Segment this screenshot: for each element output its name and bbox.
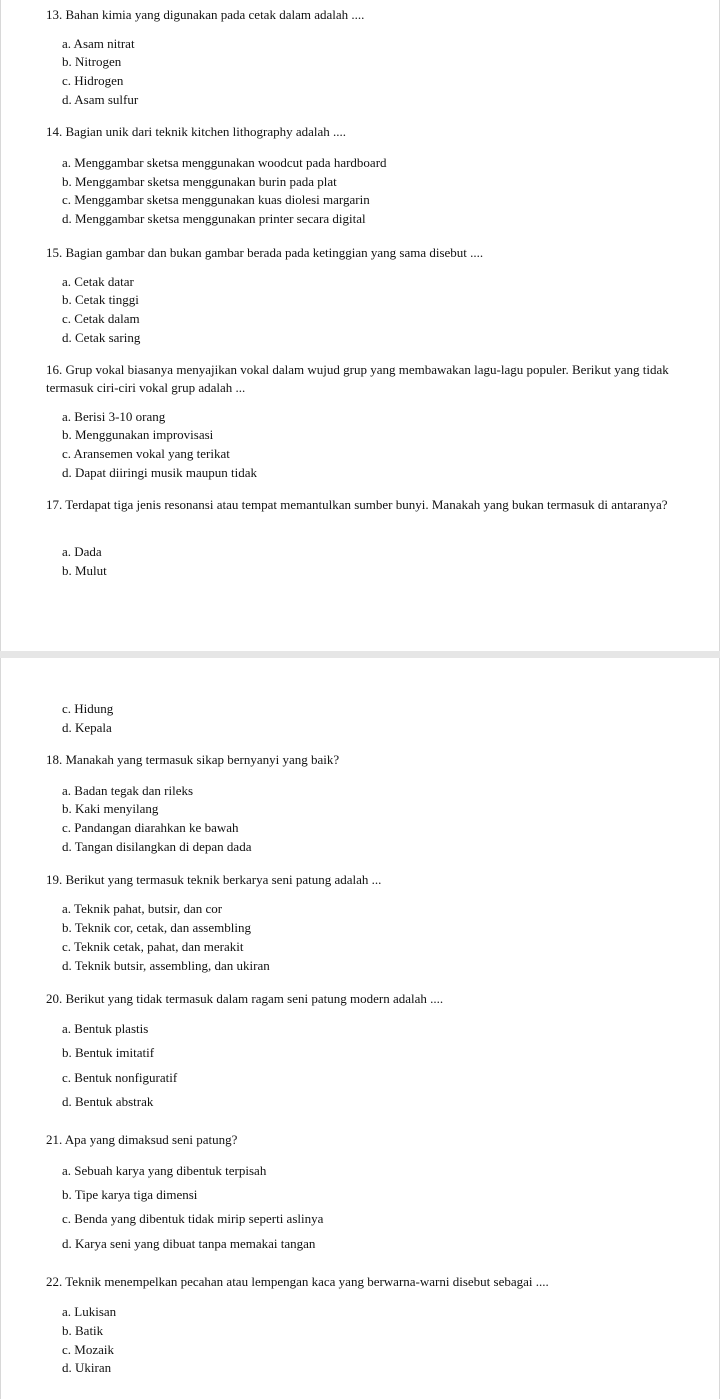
q22-option-b: b. Batik — [62, 1323, 104, 1338]
q13-option-d: d. Asam sulfur — [62, 92, 139, 107]
q19-option-c: c. Teknik cetak, pahat, dan merakit — [62, 939, 244, 954]
q21-option-c: c. Benda yang dibentuk tidak mirip seperti aslinya — [62, 1211, 324, 1226]
q16-option-c: c. Aransemen vokal yang terikat — [62, 446, 230, 461]
q14-option-c: c. Menggambar sketsa menggunakan kuas diolesi margarin — [62, 192, 370, 207]
q14-option-b: b. Menggambar sketsa menggunakan burin pada plat — [62, 174, 337, 189]
q19-option-b: b. Teknik cor, cetak, dan assembling — [62, 920, 251, 935]
q22-option-a: a. Lukisan — [62, 1304, 117, 1319]
question-19: 19. Berikut yang termasuk teknik berkarya seni patung adalah ... — [46, 872, 382, 887]
q14-option-d: d. Menggambar sketsa menggunakan printer secara digital — [62, 211, 366, 226]
q18-option-a: a. Badan tegak dan rileks — [62, 783, 194, 798]
q19-option-a: a. Teknik pahat, butsir, dan cor — [62, 901, 223, 916]
q13-option-b: b. Nitrogen — [62, 54, 122, 69]
question-22: 22. Teknik menempelkan pecahan atau lempengan kaca yang berwarna-warni disebut sebagai .... — [46, 1274, 549, 1289]
q13-option-a: a. Asam nitrat — [62, 36, 135, 51]
q18-option-c: c. Pandangan diarahkan ke bawah — [62, 820, 239, 835]
q15-option-c: c. Cetak dalam — [62, 311, 140, 326]
document-page-2 — [0, 658, 720, 1399]
q17-option-b: b. Mulut — [62, 563, 107, 578]
q22-option-c: c. Mozaik — [62, 1342, 114, 1357]
q21-option-a: a. Sebuah karya yang dibentuk terpisah — [62, 1163, 267, 1178]
q20-option-b: b. Bentuk imitatif — [62, 1045, 155, 1060]
document-page-1 — [0, 0, 720, 651]
question-21: 21. Apa yang dimaksud seni patung? — [46, 1132, 238, 1147]
q15-option-d: d. Cetak saring — [62, 330, 141, 345]
q20-option-d: d. Bentuk abstrak — [62, 1094, 154, 1109]
q20-option-a: a. Bentuk plastis — [62, 1021, 149, 1036]
q15-option-a: a. Cetak datar — [62, 274, 134, 289]
q13-option-c: c. Hidrogen — [62, 73, 124, 88]
question-16: 16. Grup vokal biasanya menyajikan vokal dalam wujud grup yang membawakan lagu-lagu populer. Berikut yang tidak termasuk ciri-ciri vokal grup adalah ... — [46, 362, 669, 395]
question-18: 18. Manakah yang termasuk sikap bernyanyi yang baik? — [46, 752, 340, 767]
q21-option-b: b. Tipe karya tiga dimensi — [62, 1187, 198, 1202]
question-20: 20. Berikut yang tidak termasuk dalam ragam seni patung modern adalah .... — [46, 991, 444, 1006]
q22-option-d: d. Ukiran — [62, 1360, 112, 1375]
q21-option-d: d. Karya seni yang dibuat tanpa memakai tangan — [62, 1236, 316, 1251]
q19-option-d: d. Teknik butsir, assembling, dan ukiran — [62, 958, 270, 973]
q17-option-c: c. Hidung — [62, 701, 114, 716]
q16-option-b: b. Menggunakan improvisasi — [62, 427, 214, 442]
q16-option-a: a. Berisi 3-10 orang — [62, 409, 166, 424]
question-17: 17. Terdapat tiga jenis resonansi atau tempat memantulkan sumber bunyi. Manakah yang bukan termasuk di antaranya? — [46, 497, 668, 512]
q16-option-d: d. Dapat diiringi musik maupun tidak — [62, 465, 257, 480]
question-14: 14. Bagian unik dari teknik kitchen lithography adalah .... — [46, 124, 347, 139]
q18-option-d: d. Tangan disilangkan di depan dada — [62, 839, 252, 854]
q17-option-d: d. Kepala — [62, 720, 112, 735]
q18-option-b: b. Kaki menyilang — [62, 801, 159, 816]
q17-option-a: a. Dada — [62, 544, 102, 559]
q14-option-a: a. Menggambar sketsa menggunakan woodcut pada hardboard — [62, 155, 387, 170]
question-15: 15. Bagian gambar dan bukan gambar berada pada ketinggian yang sama disebut .... — [46, 245, 484, 260]
q15-option-b: b. Cetak tinggi — [62, 292, 139, 307]
question-13: 13. Bahan kimia yang digunakan pada cetak dalam adalah .... — [46, 7, 365, 22]
q20-option-c: c. Bentuk nonfiguratif — [62, 1070, 178, 1085]
